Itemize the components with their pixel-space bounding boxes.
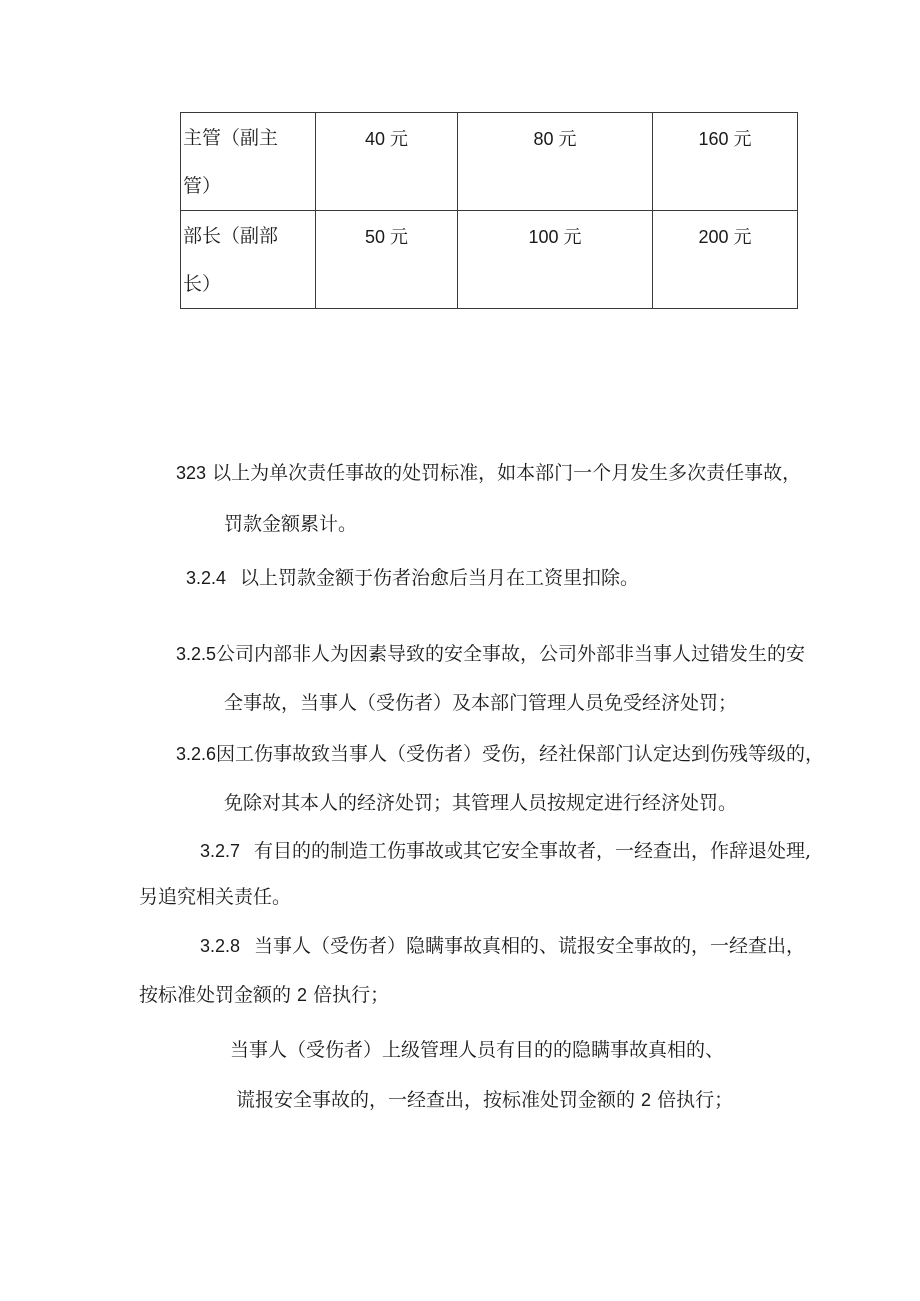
paragraph-328b-line1: 当事人（受伤者）上级管理人员有目的的隐瞒事故真相的、 (230, 1039, 725, 1061)
clause-text: 按标准处罚金额的 (139, 984, 298, 1006)
paragraph-328-line2 (139, 983, 389, 1007)
paragraph-324-line1 (186, 566, 639, 590)
paragraph-326-line2: 免除对其本人的经济处罚；其管理人员按规定进行经济处罚。 (224, 792, 738, 814)
paragraph-327-line1 (200, 839, 811, 863)
amount-cell: 40 元 (316, 113, 458, 211)
paragraph-323-line2: 罚款金额累计。 (224, 513, 358, 535)
paragraph-325-line1 (176, 642, 805, 666)
paragraph-323-line1 (176, 461, 801, 485)
clause-text: 公司内部非人为因素导致的安全事故，公司外部非当事人过错发生的安 (216, 643, 806, 665)
amount-cell: 80 元 (458, 113, 653, 211)
clause-number: 3.2.5 (176, 644, 217, 664)
clause-text: 谎报安全事故的，一经查出，按标准处罚金额的 (236, 1089, 642, 1111)
paragraph-325-line2: 全事故，当事人（受伤者）及本部门管理人员免受经济处罚； (224, 692, 738, 714)
clause-text: 倍执行； (651, 1089, 734, 1111)
clause-text: 当事人（受伤者）隐瞒事故真相的、谎报安全事故的，一经查出， (254, 935, 806, 957)
penalty-table (180, 112, 798, 309)
clause-number: 3.2.7 (200, 841, 241, 861)
clause-text: 以上罚款金额于伤者治愈后当月在工资里扣除。 (240, 567, 640, 589)
clause-text: 以上为单次责任事故的处罚标准，如本部门一个月发生多次责任事故， (206, 462, 802, 484)
role-line: 长） (183, 273, 222, 295)
role-line: 部长（副部 (183, 225, 279, 247)
table-row (181, 113, 798, 211)
paragraph-328b-line2 (236, 1088, 733, 1112)
paragraph-327-line2: 另追究相关责任。 (139, 886, 292, 908)
clause-number: 3.2.4 (186, 568, 227, 588)
amount-cell: 100 元 (458, 211, 653, 309)
amount-cell: 160 元 (653, 113, 798, 211)
multiplier-number: 2 (297, 985, 308, 1005)
clause-text: 倍执行； (307, 984, 390, 1006)
role-line: 主管（副主 (183, 127, 279, 149)
clause-text: 因工伤事故致当事人（受伤者）受伤，经社保部门认定达到伤残等级的， (216, 743, 825, 765)
role-cell (181, 113, 316, 211)
amount-cell: 200 元 (653, 211, 798, 309)
paragraph-326-line1 (176, 742, 824, 766)
clause-number: 323 (176, 463, 207, 483)
amount-cell: 50 元 (316, 211, 458, 309)
clause-number: 3.2.6 (176, 744, 217, 764)
table-row (181, 211, 798, 309)
role-cell (181, 211, 316, 309)
multiplier-number: 2 (641, 1090, 652, 1110)
paragraph-328-line1 (200, 934, 805, 958)
clause-text: 有目的的制造工伤事故或其它安全事故者，一经查出，作辞退处理, (254, 840, 812, 862)
role-line: 管） (183, 175, 222, 197)
clause-number: 3.2.8 (200, 936, 241, 956)
